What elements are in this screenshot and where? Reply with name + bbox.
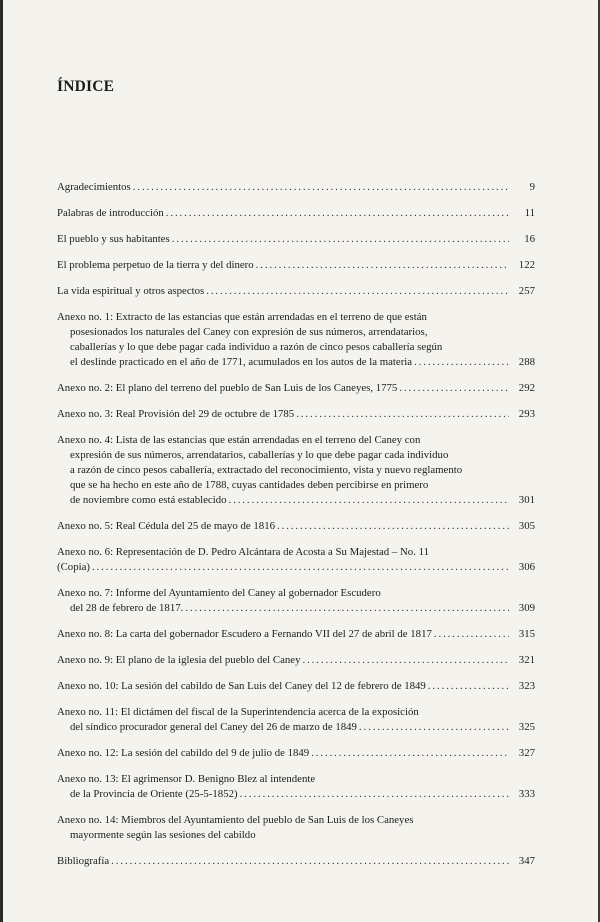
toc-entry-line: [57, 478, 535, 493]
toc-entry: [57, 653, 535, 668]
dot-leader: [240, 787, 509, 802]
toc-page-number: 11: [524, 207, 535, 219]
toc-page-number: 292: [518, 382, 535, 394]
toc-entry-text: Anexo no. 2: El plano del terreno del pueblo de San Luis de los Caneyes, 1775: [57, 382, 398, 394]
table-of-contents: [57, 180, 535, 880]
toc-entry-line: [57, 720, 535, 735]
toc-entry-line: [57, 180, 535, 195]
dot-leader: [256, 258, 509, 273]
toc-entry: [57, 180, 535, 195]
dot-leader: [296, 407, 509, 422]
toc-entry-text: Palabras de introducción: [57, 207, 164, 219]
toc-entry: [57, 813, 535, 843]
dot-leader: [434, 627, 509, 642]
toc-entry-text: del síndico procurador general del Caney del 26 de marzo de 1849: [70, 721, 357, 733]
toc-entry-text: La vida espiritual y otros aspectos: [57, 285, 205, 297]
toc-page-number: 325: [518, 721, 535, 733]
toc-entry-text: Anexo no. 13: El agrimensor D. Benigno Blez al intendente: [57, 773, 316, 785]
toc-entry-text: caballerías y lo que debe pagar cada individuo a razón de cinco pesos caballería según: [70, 341, 443, 353]
toc-entry: [57, 258, 535, 273]
toc-entry: [57, 206, 535, 221]
toc-entry-text: a razón de cinco pesos caballería, extractado del reconocimiento, vista y nuevo reglamento: [70, 464, 463, 476]
toc-entry-text: Anexo no. 4: Lista de las estancias que están arrendadas en el terreno del Caney con: [57, 434, 421, 446]
toc-entry-line: [57, 258, 535, 273]
toc-entry-line: [57, 463, 535, 478]
toc-page-number: 333: [518, 788, 535, 800]
toc-entry-text: Anexo no. 8: La carta del gobernador Escudero a Fernando VII del 27 de abril de 1817: [57, 628, 432, 640]
page-title: ÍNDICE: [57, 78, 115, 95]
dot-leader: [311, 746, 509, 761]
toc-page-number: 293: [518, 408, 535, 420]
dot-leader: [111, 854, 509, 869]
toc-entry-line: [57, 325, 535, 340]
toc-entry-line: [57, 448, 535, 463]
toc-entry: [57, 679, 535, 694]
dot-leader: [277, 519, 509, 534]
dot-leader: [172, 232, 509, 247]
toc-entry-line: [57, 679, 535, 694]
toc-entry: [57, 627, 535, 642]
toc-page-number: 323: [518, 680, 535, 692]
toc-entry-text: Anexo no. 9: El plano de la iglesia del pueblo del Caney: [57, 654, 301, 666]
toc-entry-text: Anexo no. 12: La sesión del cabildo del 9 de julio de 1849: [57, 747, 310, 759]
toc-page-number: 9: [529, 181, 535, 193]
toc-entry-text: del 28 de febrero de 1817.: [70, 602, 184, 614]
toc-entry: [57, 772, 535, 802]
toc-entry-line: [57, 627, 535, 642]
toc-entry-text: Bibliografía: [57, 855, 110, 867]
dot-leader: [133, 180, 509, 195]
toc-entry: [57, 232, 535, 247]
toc-entry-text: que se ha hecho en este año de 1788, cuyas cantidades deben percibirse en primero: [70, 479, 429, 491]
toc-entry-text: Agradecimientos: [57, 181, 131, 193]
toc-entry-line: [57, 310, 535, 325]
toc-page-number: 327: [518, 747, 535, 759]
toc-entry-text: El problema perpetuo de la tierra y del dinero: [57, 259, 254, 271]
toc-page-number: 122: [518, 259, 535, 271]
toc-entry-line: [57, 705, 535, 720]
toc-entry-text: (Copia): [57, 561, 90, 573]
dot-leader: [206, 284, 509, 299]
toc-entry-line: [57, 854, 535, 869]
toc-entry: [57, 519, 535, 534]
toc-entry-text: posesionados los naturales del Caney con expresión de sus números, arrendatarios,: [70, 326, 428, 338]
toc-entry-line: [57, 772, 535, 787]
toc-page-number: 321: [518, 654, 535, 666]
toc-page-number: 306: [518, 561, 535, 573]
dot-leader: [414, 355, 509, 370]
toc-entry-line: [57, 407, 535, 422]
toc-page-number: 305: [518, 520, 535, 532]
toc-entry-text: expresión de sus números, arrendatarios, caballerías y lo que debe pagar cada individuo: [70, 449, 449, 461]
toc-entry-text: Anexo no. 10: La sesión del cabildo de San Luis del Caney del 12 de febrero de 1849: [57, 680, 426, 692]
toc-entry: [57, 854, 535, 869]
toc-entry-text: el deslinde practicado en el año de 1771, acumulados en los autos de la materia: [70, 356, 413, 368]
toc-entry: [57, 586, 535, 616]
dot-leader: [359, 720, 509, 735]
toc-entry-line: [57, 653, 535, 668]
toc-entry-line: [57, 787, 535, 802]
toc-entry: [57, 284, 535, 299]
toc-entry-line: [57, 519, 535, 534]
toc-entry: [57, 545, 535, 575]
toc-entry-line: [57, 284, 535, 299]
dot-leader: [185, 601, 509, 616]
toc-entry-line: [57, 828, 535, 843]
toc-page-number: 309: [518, 602, 535, 614]
toc-entry: [57, 407, 535, 422]
toc-entry-line: [57, 601, 535, 616]
toc-entry: [57, 310, 535, 370]
toc-entry-line: [57, 493, 535, 508]
toc-entry: [57, 433, 535, 508]
toc-page-number: 347: [518, 855, 535, 867]
toc-entry-line: [57, 560, 535, 575]
toc-entry-text: Anexo no. 1: Extracto de las estancias que están arrendadas en el terreno de que están: [57, 311, 427, 323]
toc-entry-text: mayormente según las sesiones del cabildo: [70, 829, 256, 841]
toc-entry-text: Anexo no. 11: El dictámen del fiscal de la Superintendencia acerca de la exposición: [57, 706, 419, 718]
toc-entry-line: [57, 381, 535, 396]
toc-entry-line: [57, 813, 535, 828]
toc-page-number: 288: [518, 356, 535, 368]
dot-leader: [399, 381, 509, 396]
dot-leader: [166, 206, 509, 221]
dot-leader: [92, 560, 509, 575]
toc-page-number: 16: [524, 233, 535, 245]
toc-entry-text: Anexo no. 3: Real Provisión del 29 de octubre de 1785: [57, 408, 295, 420]
dot-leader: [428, 679, 509, 694]
toc-page-number: 301: [518, 494, 535, 506]
toc-entry: [57, 705, 535, 735]
toc-entry-line: [57, 232, 535, 247]
dot-leader: [229, 493, 510, 508]
toc-entry-text: El pueblo y sus habitantes: [57, 233, 170, 245]
toc-entry-line: [57, 340, 535, 355]
toc-entry-line: [57, 206, 535, 221]
toc-entry-text: Anexo no. 14: Miembros del Ayuntamiento del pueblo de San Luis de los Caneyes: [57, 814, 414, 826]
toc-entry: [57, 746, 535, 761]
toc-page-number: 257: [518, 285, 535, 297]
toc-page-number: 315: [518, 628, 535, 640]
toc-entry-line: [57, 746, 535, 761]
toc-entry-text: Anexo no. 7: Informe del Ayuntamiento del Caney al gobernador Escudero: [57, 587, 381, 599]
toc-entry-line: [57, 433, 535, 448]
toc-entry-line: [57, 545, 535, 560]
dot-leader: [302, 653, 509, 668]
toc-entry-text: Anexo no. 5: Real Cédula del 25 de mayo de 1816: [57, 520, 275, 532]
toc-entry-line: [57, 586, 535, 601]
toc-entry: [57, 381, 535, 396]
scan-edge-left: [0, 0, 3, 922]
toc-entry-text: Anexo no. 6: Representación de D. Pedro Alcántara de Acosta a Su Majestad – No. 11: [57, 546, 429, 558]
toc-entry-line: [57, 355, 535, 370]
toc-entry-text: de noviembre como está establecido: [70, 494, 227, 506]
toc-entry-text: de la Provincia de Oriente (25-5-1852): [70, 788, 238, 800]
